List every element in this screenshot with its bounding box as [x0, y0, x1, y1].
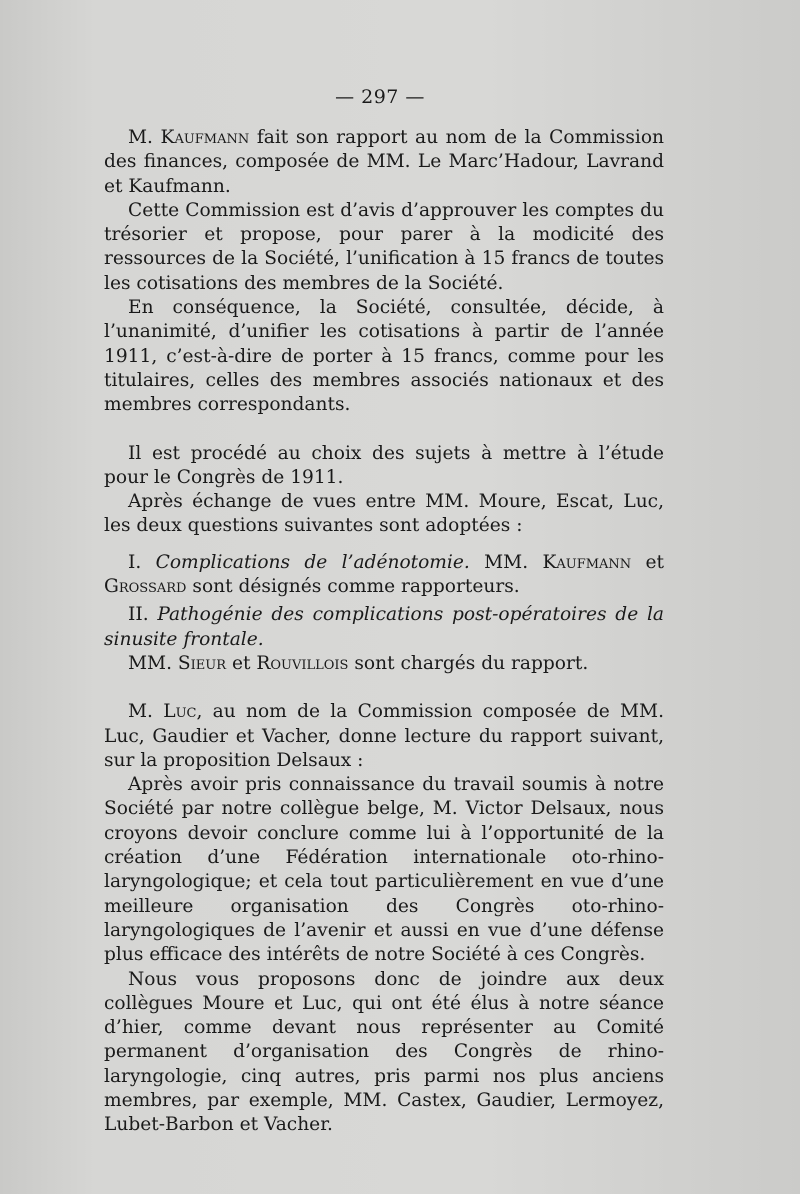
paragraph-consequence: En conséquence, la Société, consultée, décide, à l’unanimité, d’unifier les cotisations à partir de l’année 1911, c’est-à-dire de porter à 15 francs, comme pour les titulaires, celles des membres associés nationaux et des membres correspondants.	[104, 297, 664, 416]
question-two	[104, 603, 664, 652]
question-text: sont chargés du rapport.	[354, 652, 589, 674]
honorific: M.	[128, 127, 153, 148]
honorific: MM.	[484, 551, 529, 573]
page-number: — 297 —	[335, 86, 425, 108]
honorific: M.	[128, 701, 153, 723]
honorific: MM.	[128, 652, 172, 674]
paragraph-commission-opinion: Cette Commission est d’avis d’approuver les comptes du trésorier et propose, pour parer à la modicité des ressources de la Société, l’unification à 15 francs de toutes les cotisations des membres de la Société.	[104, 199, 664, 294]
question-one	[104, 551, 664, 600]
question-text: sont désignés comme rapporteurs.	[192, 576, 520, 598]
conjunction: et	[231, 652, 251, 674]
conjunction: et	[645, 551, 664, 573]
question-number: II.	[128, 604, 149, 626]
paragraph-luc-report	[104, 700, 664, 773]
name-kaufmann: Kaufmann	[160, 127, 250, 148]
page-body	[104, 126, 664, 1138]
paragraph-exchange: Après échange de vues entre MM. Moure, Escat, Luc, les deux questions suivantes sont adoptées :	[104, 491, 664, 537]
question-title: Complications de l’adénotomie.	[155, 551, 470, 573]
paragraph-text: , au nom de la Commission composée de MM. Luc, Gaudier et Vacher, donne lecture du rapport suivant, sur la proposition Delsaux :	[104, 701, 664, 771]
paragraph-proposal: Nous vous proposons donc de joindre aux deux collègues Moure et Luc, qui ont été élus à notre séance d’hier, comme devant nous représenter au Comité permanent d’organisation des Congrès de rhino-laryngologie, cinq autres, pris parmi nos plus anciens membres, par exemple, MM. Castex, Gaudier, Lermoyez, Lubet-Barbon et Vacher.	[104, 968, 664, 1136]
question-two-rapporteurs	[104, 652, 664, 676]
rapporteur-name: Rouvillois	[256, 652, 349, 674]
rapporteur-name: Kaufmann	[542, 551, 632, 573]
paragraph-federation: Après avoir pris connaissance du travail soumis à notre Société par notre collègue belge, M. Victor Delsaux, nous croyons devoir conclure comme lui à l’opportunité de la création d’une Fédération internationale oto-rhino-laryngologique; et cela tout particulièrement en vue d’une meilleure organisation des Congrès oto-rhino-laryngologiques de l’avenir et aussi en vue d’une défense plus efficace des intérêts de notre Société à ces Congrès.	[104, 774, 664, 966]
paragraph-subjects-choice: Il est procédé au choix des sujets à mettre à l’étude pour le Congrès de 1911.	[104, 442, 664, 488]
paragraph-text: fait son rapport au nom de la Commission des finances, composée de MM. Le Marc’Hadour, Lavrand et Kaufmann.	[104, 127, 664, 197]
name-luc: Luc	[163, 701, 197, 723]
rapporteur-name: Grossard	[104, 576, 187, 598]
paragraph-kaufmann-report	[104, 126, 664, 199]
rapporteur-name: Sieur	[177, 652, 227, 674]
question-number: I.	[128, 551, 142, 573]
question-title: Pathogénie des complications post-opératoires de la sinusite frontale.	[104, 604, 664, 650]
